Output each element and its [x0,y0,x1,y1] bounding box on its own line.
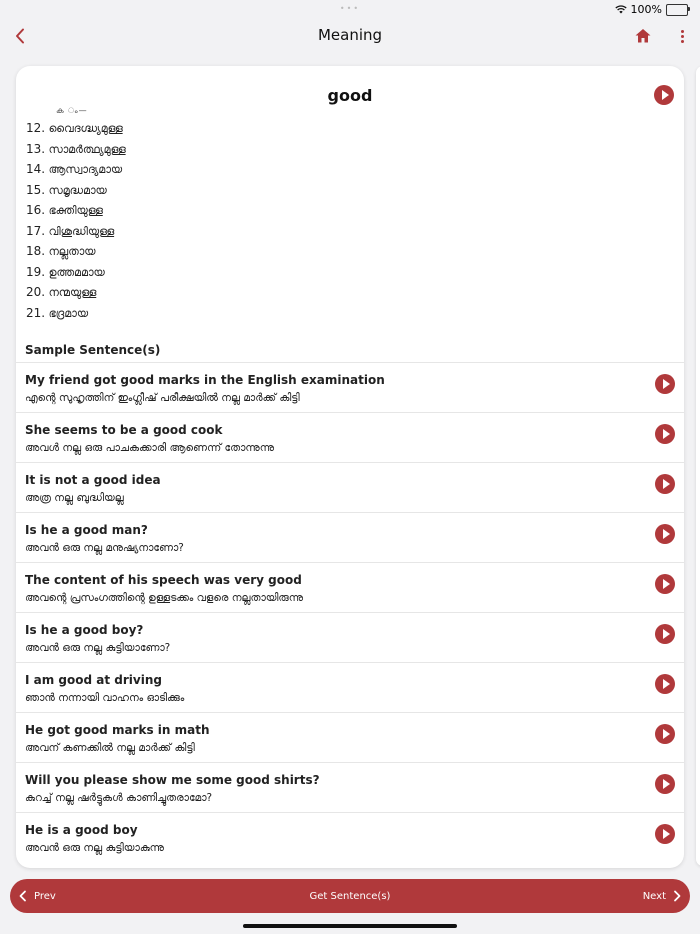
next-card-peek [696,66,700,866]
meaning-item: 16. ഭക്തിയുള്ള [26,203,103,217]
sentence-row [16,512,684,562]
sentence-malayalam: അവൻ ഒരു നല്ല മനുഷ്യനാണോ? [25,542,184,554]
sentence-malayalam: അവൻ ഒരു നല്ല കുട്ടിയാകുന്നു [25,842,164,854]
word-title: good [327,86,373,105]
chevron-left-icon [18,890,28,902]
sentence-english: Is he a good man? [25,523,148,537]
clipped-meaning-text: ക ം— [56,106,88,115]
sentence-malayalam: അത്ര നല്ല ബുദ്ധിയല്ല [25,492,124,504]
meaning-item: 15. സമൃദ്ധമായ [26,182,107,197]
status-bar [0,0,700,18]
more-options-button[interactable] [674,25,690,47]
sentence-play-icon[interactable] [655,424,675,444]
battery-percentage: 100% [630,3,662,16]
sentence-malayalam: കുറച്ച് നല്ല ഷർട്ടുകൾ കാണിച്ചുതരാമോ? [25,792,213,804]
sentence-english: She seems to be a good cook [25,423,223,437]
dot-icon [681,40,684,43]
sentence-row [16,462,684,512]
meaning-item: 12. വൈദഗ്ദ്ധ്യമുള്ള [26,121,123,135]
meaning-item: 13. സാമർത്ഥ്യമുള്ള [26,141,126,156]
prev-label: Prev [34,890,56,902]
sentence-row [16,562,684,612]
home-button[interactable] [632,25,654,47]
meaning-card [16,66,684,868]
sentence-english: The content of his speech was very good [25,573,302,587]
sentence-row [16,712,684,762]
wifi-icon [615,5,627,14]
sentence-list [16,362,684,862]
dot-icon [681,35,684,38]
bottom-navigation-bar [10,879,690,913]
meaning-item: 19. ഉത്തമമായ [26,264,105,279]
meaning-item: 20. നന്മയുള്ള [26,285,97,299]
sentence-play-icon[interactable] [655,624,675,644]
sentence-malayalam: അവന്റെ പ്രസംഗത്തിന്റെ ഉള്ളടക്കം വളരെ നല്ലതായിരുന്നു [25,592,304,604]
sentence-row [16,762,684,812]
page-title: Meaning [317,26,383,44]
prev-button[interactable] [18,879,56,913]
sentence-play-icon[interactable] [655,774,675,794]
sentence-english: It is not a good idea [25,473,161,487]
battery-icon [666,4,688,16]
sentence-english: I am good at driving [25,673,162,687]
sentence-malayalam: അവൾ നല്ല ഒരു പാചകക്കാരി ആണെന്ന് തോന്നുന്നു [25,442,275,454]
get-sentences-button[interactable]: Get Sentence(s) [309,890,391,902]
home-indicator[interactable] [243,924,457,928]
sentence-play-icon[interactable] [655,474,675,494]
sentence-malayalam: അവന് കണക്കിൽ നല്ല മാർക്ക് കിട്ടി [25,742,195,754]
sentence-play-icon[interactable] [655,524,675,544]
sentence-row [16,412,684,462]
meaning-item: 14. ആസ്വാദ്യമായ [26,162,123,176]
navigation-bar [0,18,700,54]
sentence-malayalam: ഞാൻ നന്നായി വാഹനം ഓടിക്കും [25,692,185,704]
sample-sentences-heading: Sample Sentence(s) [25,343,161,357]
sentence-english: Will you please show me some good shirts? [25,773,320,787]
sentence-english: My friend got good marks in the English examination [25,373,385,387]
meanings-list [26,122,126,327]
meaning-item: 17. വിശുദ്ധിയുള്ള [26,223,115,238]
sentence-row [16,612,684,662]
sentence-english: He got good marks in math [25,723,210,737]
next-label: Next [642,890,666,902]
sentence-play-icon[interactable] [655,824,675,844]
sentence-english: Is he a good boy? [25,623,144,637]
sentence-row [16,662,684,712]
dot-icon [681,30,684,33]
sentence-play-icon[interactable] [655,724,675,744]
sentence-play-icon[interactable] [655,374,675,394]
home-icon [632,25,654,47]
sentence-malayalam: അവൻ ഒരു നല്ല കുട്ടിയാണോ? [25,642,171,654]
sentence-row [16,812,684,862]
multitasking-dots-icon: ••• [339,4,361,13]
status-right [615,3,688,16]
sentence-play-icon[interactable] [655,574,675,594]
sentence-english: He is a good boy [25,823,138,837]
sentence-play-icon[interactable] [655,674,675,694]
next-button[interactable] [643,879,682,913]
meaning-item: 18. നല്ലതായ [26,244,96,258]
sentence-row [16,362,684,412]
chevron-right-icon [672,890,682,902]
word-play-icon[interactable] [654,85,674,105]
meaning-item: 21. ഭദ്രമായ [26,305,89,320]
sentence-malayalam: എന്റെ സുഹൃത്തിന് ഇംഗ്ലീഷ് പരീക്ഷയിൽ നല്ല മാർക്ക് കിട്ടി [25,392,300,404]
